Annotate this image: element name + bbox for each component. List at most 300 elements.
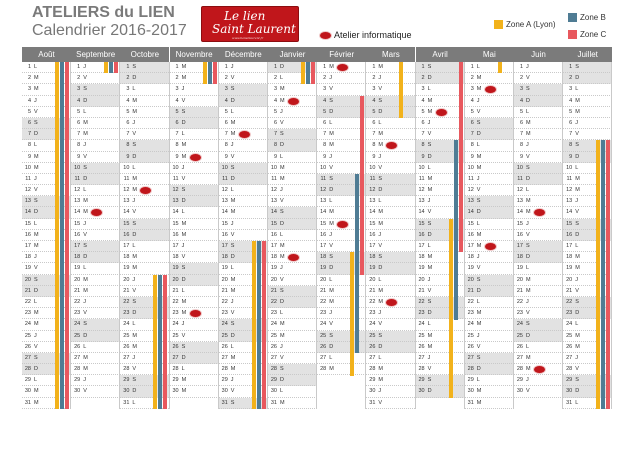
weekday-letter: M bbox=[280, 321, 285, 328]
weekday-letter: M bbox=[34, 231, 39, 238]
day-number: 27 bbox=[467, 354, 474, 361]
day-row bbox=[514, 73, 563, 84]
day-row bbox=[514, 308, 563, 319]
weekday-letter: V bbox=[230, 388, 235, 395]
weekday-letter: D bbox=[34, 287, 38, 294]
day-row bbox=[219, 196, 268, 207]
weekday-letter: M bbox=[280, 243, 285, 249]
day-number: 30 bbox=[516, 388, 523, 395]
day-row bbox=[465, 129, 514, 140]
weekday-letter: J bbox=[83, 142, 86, 149]
day-number: 28 bbox=[24, 366, 31, 373]
day-row bbox=[366, 353, 415, 364]
day-number: 10 bbox=[270, 164, 277, 171]
weekday-letter: D bbox=[526, 175, 530, 182]
day-number: 25 bbox=[516, 332, 523, 339]
day-number: 25 bbox=[467, 332, 474, 339]
day-number: 11 bbox=[517, 175, 523, 182]
day-row bbox=[71, 286, 120, 297]
day-number: 26 bbox=[369, 343, 376, 350]
weekday-letter: V bbox=[329, 86, 333, 93]
day-number: 3 bbox=[323, 86, 327, 93]
day-row bbox=[170, 308, 219, 319]
day-number: 31 bbox=[270, 399, 277, 406]
day-row bbox=[219, 118, 268, 129]
day-number: 9 bbox=[470, 153, 474, 160]
weekday-letter: S bbox=[83, 164, 87, 171]
day-row bbox=[71, 163, 120, 174]
day-number: 12 bbox=[270, 187, 277, 194]
day-row bbox=[416, 342, 465, 353]
weekday-letter: M bbox=[230, 276, 236, 283]
column-divider bbox=[611, 62, 612, 409]
day-row bbox=[170, 140, 219, 151]
weekday-letter: M bbox=[230, 287, 236, 294]
weekday-letter: S bbox=[526, 243, 530, 249]
weekday-letter: D bbox=[132, 153, 137, 160]
weekday-letter: J bbox=[476, 97, 480, 104]
weekday-letter: L bbox=[34, 220, 38, 227]
day-number: 12 bbox=[467, 187, 474, 194]
month-header: Décembre bbox=[219, 47, 268, 62]
weekday-letter: M bbox=[132, 187, 137, 194]
day-number: 23 bbox=[221, 310, 228, 317]
day-number: 12 bbox=[320, 187, 327, 194]
day-number: 18 bbox=[369, 254, 376, 261]
day-number: 10 bbox=[320, 164, 327, 171]
day-row bbox=[71, 230, 120, 241]
weekday-letter: S bbox=[427, 220, 432, 227]
day-row bbox=[514, 62, 563, 73]
month-column bbox=[514, 47, 563, 398]
weekday-letter: M bbox=[575, 332, 580, 339]
weekday-letter: M bbox=[476, 388, 482, 395]
day-number: 30 bbox=[172, 388, 179, 395]
day-number: 4 bbox=[126, 97, 130, 104]
day-row bbox=[170, 375, 219, 386]
weekday-letter: M bbox=[476, 153, 482, 160]
day-number: 7 bbox=[372, 131, 376, 138]
day-number: 18 bbox=[221, 254, 228, 261]
month-header: Avril bbox=[416, 47, 465, 62]
day-row bbox=[120, 174, 169, 185]
day-number: 28 bbox=[74, 366, 81, 373]
weekday-letter: M bbox=[526, 276, 531, 283]
day-row bbox=[317, 364, 366, 375]
weekday-letter: D bbox=[526, 254, 530, 261]
weekday-letter: M bbox=[378, 64, 383, 70]
weekday-letter: M bbox=[132, 254, 137, 261]
weekday-letter: M bbox=[280, 175, 285, 182]
day-number: 13 bbox=[418, 198, 425, 205]
day-number: 3 bbox=[421, 86, 425, 93]
day-number: 14 bbox=[172, 209, 179, 216]
weekday-letter: M bbox=[181, 75, 187, 82]
legend-zone-c bbox=[568, 30, 606, 39]
computer-workshop-icon bbox=[140, 187, 151, 194]
day-row bbox=[366, 73, 415, 84]
day-number: 18 bbox=[24, 254, 31, 261]
day-number: 20 bbox=[24, 276, 31, 283]
weekday-letter: J bbox=[83, 298, 86, 305]
weekday-letter: J bbox=[34, 332, 37, 339]
weekday-letter: M bbox=[575, 187, 580, 194]
day-number: 4 bbox=[273, 97, 277, 104]
day-number: 15 bbox=[172, 220, 179, 227]
weekday-letter: D bbox=[181, 354, 186, 361]
day-row bbox=[465, 286, 514, 297]
day-number: 29 bbox=[566, 377, 573, 384]
weekday-letter: J bbox=[230, 298, 234, 305]
weekday-letter: L bbox=[132, 86, 136, 93]
day-row bbox=[120, 107, 169, 118]
weekday-letter: S bbox=[181, 265, 186, 272]
day-number: 2 bbox=[273, 75, 277, 82]
day-number: 9 bbox=[372, 153, 376, 160]
day-row bbox=[170, 364, 219, 375]
day-number: 17 bbox=[566, 243, 573, 249]
day-row bbox=[120, 62, 169, 73]
weekday-letter: J bbox=[427, 276, 431, 283]
weekday-letter: V bbox=[83, 75, 87, 82]
weekday-letter: L bbox=[575, 164, 579, 171]
weekday-letter: M bbox=[181, 231, 187, 238]
day-number: 19 bbox=[74, 265, 81, 272]
day-number: 1 bbox=[27, 64, 31, 70]
day-number: 14 bbox=[467, 209, 474, 216]
weekday-letter: J bbox=[329, 153, 332, 160]
day-row bbox=[465, 73, 514, 84]
weekday-letter: M bbox=[329, 64, 334, 70]
weekday-letter: D bbox=[427, 75, 432, 82]
holiday-bar-zone-c bbox=[262, 241, 266, 409]
weekday-letter: V bbox=[427, 209, 432, 216]
day-number: 13 bbox=[467, 198, 474, 205]
day-number: 10 bbox=[418, 164, 425, 171]
day-row bbox=[514, 196, 563, 207]
day-row bbox=[170, 107, 219, 118]
day-number: 2 bbox=[372, 75, 376, 82]
day-number: 4 bbox=[519, 97, 523, 104]
day-row bbox=[268, 364, 317, 375]
weekday-letter: S bbox=[329, 175, 333, 182]
day-number: 3 bbox=[519, 86, 523, 93]
weekday-letter: V bbox=[181, 175, 186, 182]
day-row bbox=[120, 207, 169, 218]
weekday-letter: L bbox=[526, 343, 530, 350]
day-number: 6 bbox=[273, 119, 277, 126]
weekday-letter: L bbox=[132, 243, 136, 249]
day-row bbox=[514, 185, 563, 196]
day-number: 3 bbox=[569, 86, 573, 93]
day-row bbox=[170, 152, 219, 163]
weekday-letter: D bbox=[476, 209, 481, 216]
day-number: 27 bbox=[172, 354, 179, 361]
day-row bbox=[120, 241, 169, 252]
day-number: 8 bbox=[77, 142, 81, 149]
day-number: 9 bbox=[77, 153, 81, 160]
weekday-letter: J bbox=[378, 75, 382, 82]
day-number: 14 bbox=[24, 209, 31, 216]
month-header: Janvier bbox=[268, 47, 317, 62]
day-row bbox=[563, 62, 612, 73]
weekday-letter: V bbox=[280, 354, 284, 361]
day-number: 13 bbox=[516, 198, 523, 205]
day-row bbox=[366, 319, 415, 330]
weekday-letter: M bbox=[575, 108, 580, 115]
day-row bbox=[416, 62, 465, 73]
day-row bbox=[563, 107, 612, 118]
day-number: 29 bbox=[221, 377, 228, 384]
weekday-letter: M bbox=[280, 86, 285, 93]
weekday-letter: J bbox=[181, 321, 185, 328]
day-number: 12 bbox=[516, 187, 523, 194]
weekday-letter: S bbox=[526, 86, 530, 93]
day-row bbox=[514, 163, 563, 174]
day-number: 1 bbox=[519, 64, 523, 70]
weekday-letter: D bbox=[378, 187, 383, 194]
zone-a-swatch bbox=[494, 20, 503, 29]
weekday-letter: L bbox=[280, 231, 284, 238]
weekday-letter: J bbox=[476, 175, 480, 182]
weekday-letter: D bbox=[427, 231, 432, 238]
day-row bbox=[268, 342, 317, 353]
weekday-letter: J bbox=[132, 198, 136, 205]
holiday-bar-zone-b bbox=[355, 174, 359, 353]
day-number: 7 bbox=[421, 131, 425, 138]
day-number: 30 bbox=[74, 388, 81, 395]
day-row bbox=[317, 353, 366, 364]
weekday-letter: M bbox=[378, 366, 383, 373]
day-number: 6 bbox=[126, 119, 130, 126]
day-number: 26 bbox=[270, 343, 277, 350]
day-row bbox=[71, 375, 120, 386]
day-number: 22 bbox=[221, 298, 228, 305]
day-number: 15 bbox=[467, 220, 474, 227]
day-row bbox=[71, 84, 120, 95]
day-number: 16 bbox=[172, 231, 179, 238]
holiday-bar-zone-c bbox=[114, 62, 118, 73]
day-row bbox=[268, 241, 317, 252]
day-row bbox=[514, 319, 563, 330]
weekday-letter: M bbox=[181, 142, 187, 149]
weekday-letter: S bbox=[575, 377, 579, 384]
weekday-letter: L bbox=[329, 276, 333, 283]
day-row bbox=[268, 96, 317, 107]
weekday-letter: S bbox=[378, 97, 383, 104]
weekday-letter: S bbox=[132, 142, 137, 149]
weekday-letter: L bbox=[378, 354, 382, 361]
day-number: 11 bbox=[172, 175, 179, 182]
day-row bbox=[268, 286, 317, 297]
day-number: 6 bbox=[27, 119, 31, 126]
day-row bbox=[170, 241, 219, 252]
weekday-letter: V bbox=[34, 265, 38, 272]
day-number: 11 bbox=[566, 175, 573, 182]
day-row bbox=[465, 342, 514, 353]
day-number: 24 bbox=[172, 321, 179, 328]
day-row bbox=[219, 207, 268, 218]
lien-logo bbox=[201, 6, 299, 42]
holiday-bar-zone-b bbox=[208, 62, 212, 84]
month-column bbox=[71, 47, 120, 398]
day-number: 24 bbox=[467, 321, 474, 328]
day-row bbox=[465, 241, 514, 252]
weekday-letter: D bbox=[427, 153, 432, 160]
weekday-letter: D bbox=[427, 310, 432, 317]
holiday-bar-zone-a bbox=[596, 140, 600, 409]
holiday-bar-zone-b bbox=[257, 241, 261, 409]
day-row bbox=[465, 84, 514, 95]
day-number: 28 bbox=[172, 366, 179, 373]
day-row bbox=[465, 308, 514, 319]
day-number: 16 bbox=[221, 231, 228, 238]
day-number: 12 bbox=[418, 187, 425, 194]
weekday-letter: L bbox=[329, 354, 333, 361]
holiday-bar-zone-b bbox=[306, 62, 310, 84]
day-number: 26 bbox=[24, 343, 31, 350]
day-number: 1 bbox=[470, 64, 474, 70]
day-row bbox=[514, 219, 563, 230]
day-number: 8 bbox=[323, 142, 327, 149]
weekday-letter: V bbox=[329, 164, 333, 171]
day-number: 25 bbox=[369, 332, 376, 339]
weekday-letter: M bbox=[378, 220, 383, 227]
weekday-letter: V bbox=[427, 366, 432, 373]
day-number: 18 bbox=[123, 254, 130, 261]
day-number: 8 bbox=[126, 142, 130, 149]
day-row bbox=[514, 207, 563, 218]
weekday-letter: M bbox=[83, 366, 88, 373]
weekday-letter: S bbox=[476, 198, 481, 205]
weekday-letter: D bbox=[230, 97, 235, 104]
weekday-letter: S bbox=[476, 354, 481, 361]
weekday-letter: V bbox=[280, 119, 284, 126]
weekday-letter: D bbox=[181, 198, 186, 205]
weekday-letter: L bbox=[526, 108, 530, 115]
day-row bbox=[170, 163, 219, 174]
day-number: 18 bbox=[467, 254, 474, 261]
day-row bbox=[563, 96, 612, 107]
weekday-letter: J bbox=[132, 119, 136, 126]
day-number: 28 bbox=[516, 366, 523, 373]
day-row bbox=[120, 185, 169, 196]
weekday-letter: M bbox=[329, 220, 334, 227]
weekday-letter: M bbox=[526, 209, 531, 216]
day-row bbox=[514, 353, 563, 364]
holiday-bar-zone-a bbox=[498, 62, 502, 73]
day-number: 24 bbox=[74, 321, 81, 328]
day-number: 8 bbox=[224, 142, 228, 149]
day-number: 17 bbox=[172, 243, 179, 249]
day-number: 5 bbox=[421, 108, 425, 115]
weekday-letter: J bbox=[83, 64, 86, 70]
day-number: 23 bbox=[24, 310, 31, 317]
day-row bbox=[317, 152, 366, 163]
weekday-letter: D bbox=[476, 366, 481, 373]
day-row bbox=[465, 252, 514, 263]
day-row bbox=[416, 129, 465, 140]
day-row bbox=[465, 118, 514, 129]
day-row bbox=[465, 353, 514, 364]
weekday-letter: M bbox=[378, 377, 383, 384]
day-number: 4 bbox=[569, 97, 573, 104]
weekday-letter: M bbox=[132, 97, 137, 104]
day-number: 11 bbox=[369, 175, 376, 182]
day-number: 19 bbox=[320, 265, 327, 272]
weekday-letter: D bbox=[132, 388, 137, 395]
day-row bbox=[465, 62, 514, 73]
weekday-letter: L bbox=[476, 142, 480, 149]
weekday-letter: L bbox=[280, 310, 284, 317]
weekday-letter: V bbox=[427, 287, 432, 294]
day-number: 4 bbox=[224, 97, 228, 104]
day-number: 14 bbox=[320, 209, 327, 216]
weekday-letter: M bbox=[476, 321, 482, 328]
zone-b-swatch bbox=[568, 13, 577, 22]
day-row bbox=[465, 96, 514, 107]
day-number: 22 bbox=[24, 298, 31, 305]
weekday-letter: L bbox=[181, 287, 185, 294]
month-header: Octobre bbox=[120, 47, 169, 62]
day-number: 28 bbox=[369, 366, 376, 373]
day-row bbox=[465, 398, 514, 409]
day-number: 24 bbox=[123, 321, 130, 328]
computer-workshop-icon bbox=[337, 64, 348, 71]
computer-workshop-icon bbox=[239, 131, 250, 138]
weekday-letter: J bbox=[575, 198, 578, 205]
weekday-letter: S bbox=[181, 108, 186, 115]
day-row bbox=[514, 140, 563, 151]
weekday-letter: V bbox=[575, 366, 579, 373]
weekday-letter: V bbox=[280, 198, 284, 205]
computer-workshop-icon bbox=[485, 86, 496, 93]
day-number: 8 bbox=[569, 142, 573, 149]
day-row bbox=[317, 140, 366, 151]
day-number: 7 bbox=[224, 131, 228, 138]
day-number: 8 bbox=[470, 142, 474, 149]
weekday-letter: L bbox=[427, 86, 431, 93]
weekday-letter: M bbox=[83, 276, 88, 283]
weekday-letter: M bbox=[132, 332, 137, 339]
weekday-letter: V bbox=[230, 153, 235, 160]
day-number: 1 bbox=[77, 64, 81, 70]
weekday-letter: L bbox=[132, 399, 136, 406]
weekday-letter: V bbox=[575, 131, 579, 138]
day-number: 27 bbox=[516, 354, 523, 361]
weekday-letter: M bbox=[34, 388, 39, 395]
day-number: 6 bbox=[372, 119, 376, 126]
day-row bbox=[71, 319, 120, 330]
legend-zone-b bbox=[568, 13, 606, 22]
weekday-letter: L bbox=[526, 265, 530, 272]
weekday-letter: D bbox=[575, 231, 580, 238]
weekday-letter: D bbox=[378, 343, 383, 350]
day-row bbox=[268, 275, 317, 286]
month-column bbox=[268, 47, 317, 409]
weekday-letter: M bbox=[378, 287, 383, 294]
day-number: 22 bbox=[467, 298, 474, 305]
weekday-letter: M bbox=[34, 153, 39, 160]
day-number: 14 bbox=[270, 209, 277, 216]
day-row bbox=[170, 275, 219, 286]
weekday-letter: M bbox=[378, 298, 383, 305]
weekday-letter: S bbox=[526, 321, 530, 328]
weekday-letter: V bbox=[181, 332, 186, 339]
weekday-letter: D bbox=[329, 265, 334, 272]
day-number: 13 bbox=[74, 198, 81, 205]
day-number: 13 bbox=[24, 198, 31, 205]
